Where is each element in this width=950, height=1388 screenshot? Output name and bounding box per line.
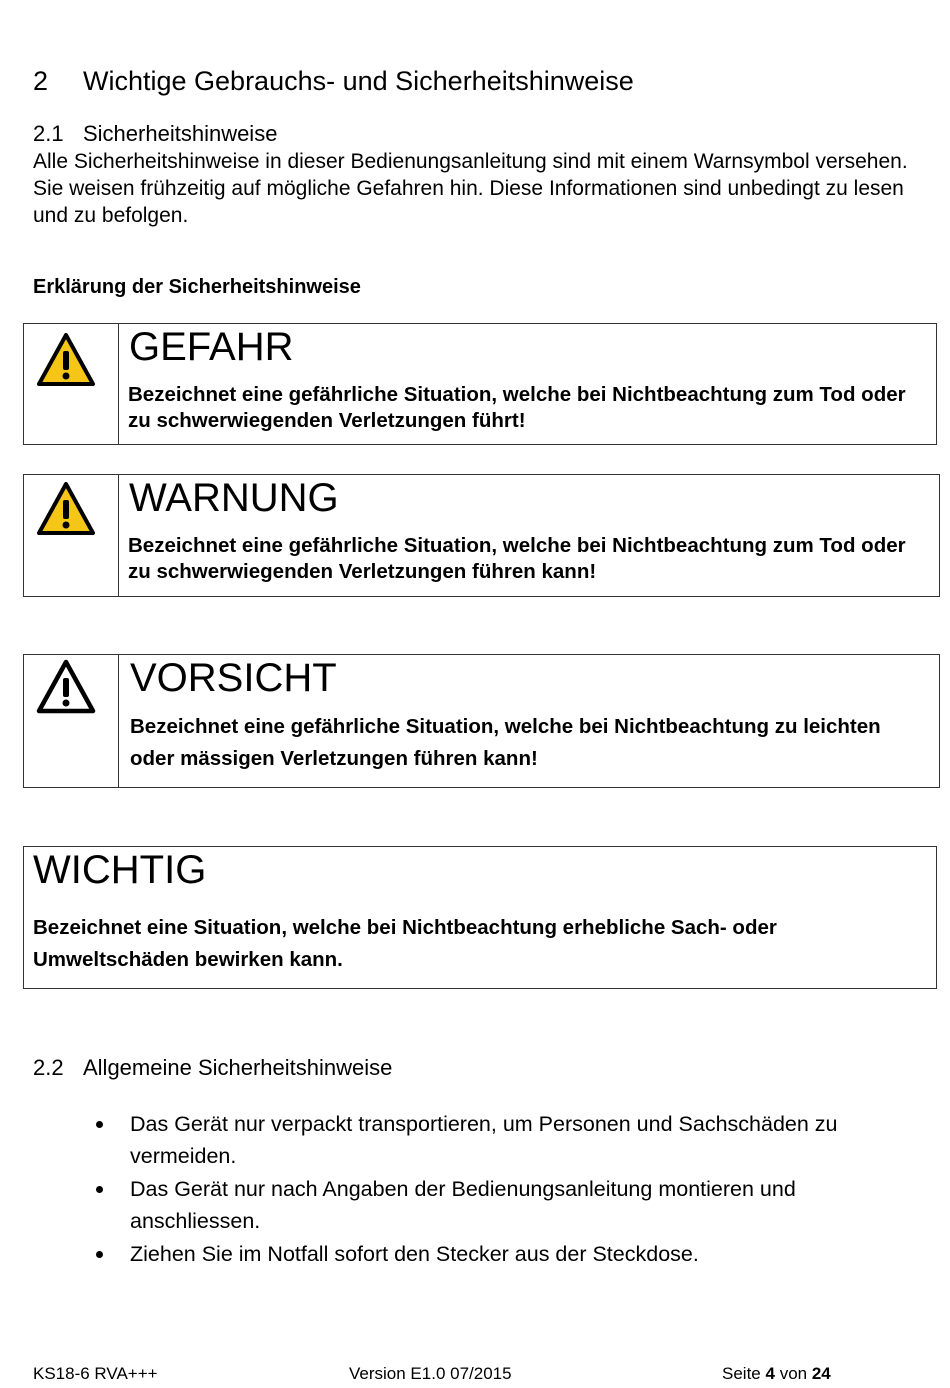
danger-icon-cell [24,324,119,444]
section-heading-2-1 [33,121,277,147]
footer-page: Seite 4 von 24 [722,1364,831,1383]
total-pages: 24 [811,1364,831,1383]
danger-title: GEFAHR [129,325,294,369]
safety-list [96,1108,906,1271]
important-notice [23,846,937,989]
footer-version: Version E1.0 07/2015 [349,1364,512,1383]
caution-text: Bezeichnet eine gefährliche Situation, welche bei Nichtbeachtung zu leichten oder mässigen Verletzungen führen kann! [130,715,881,770]
warning-title: WARNUNG [129,476,339,520]
caution-icon-cell [24,655,119,787]
section-title: Sicherheitshinweise [83,121,278,146]
list-item: Das Gerät nur verpackt transportieren, um Personen und Sachschäden zu vermeiden. [96,1108,906,1172]
warning-triangle-yellow-icon [36,481,96,537]
section-number: 2.2 [33,1055,64,1080]
list-item: Ziehen Sie im Notfall sofort den Stecker aus der Steckdose. [96,1238,906,1270]
section-heading-2-2 [33,1055,392,1081]
footer-model: KS18-6 RVA+++ [33,1364,158,1383]
bullet-dot [96,1121,103,1128]
chapter-title: Wichtige Gebrauchs- und Sicherheitshinweise [83,66,634,96]
explanation-heading: Erklärung der Sicherheitshinweise [33,276,361,298]
bullet-dot [96,1186,103,1193]
warning-triangle-outline-icon [36,659,96,715]
important-title: WICHTIG [33,848,207,892]
list-item: Das Gerät nur nach Angaben der Bedienungsanleitung montieren und anschliessen. [96,1173,906,1237]
danger-text: Bezeichnet eine gefährliche Situation, welche bei Nichtbeachtung zum Tod oder zu schwerwiegenden Verletzungen führt! [128,383,906,432]
bullet-dot [96,1251,103,1258]
warning-icon-cell [24,475,119,596]
section-number: 2.1 [33,121,64,146]
warning-text: Bezeichnet eine gefährliche Situation, welche bei Nichtbeachtung zum Tod oder zu schwerwiegenden Verletzungen führen kann! [128,534,906,583]
caution-notice [23,654,940,788]
chapter-heading [33,66,634,97]
warning-triangle-yellow-icon [36,332,96,388]
current-page: 4 [765,1364,775,1383]
section-title: Allgemeine Sicherheitshinweise [83,1055,393,1080]
danger-notice [23,323,937,445]
caution-title: VORSICHT [130,656,337,700]
important-text: Bezeichnet eine Situation, welche bei Nichtbeachtung erhebliche Sach- oder Umweltschäden bewirken kann. [33,916,777,971]
warning-notice [23,474,940,597]
intro-paragraph: Alle Sicherheitshinweise in dieser Bedienungsanleitung sind mit einem Warnsymbol versehen. Sie weisen frühzeitig auf mögliche Gefahren hin. Diese Informationen sind unbedingt zu lesen und zu befolgen. [33,150,908,227]
chapter-number: 2 [33,66,49,96]
